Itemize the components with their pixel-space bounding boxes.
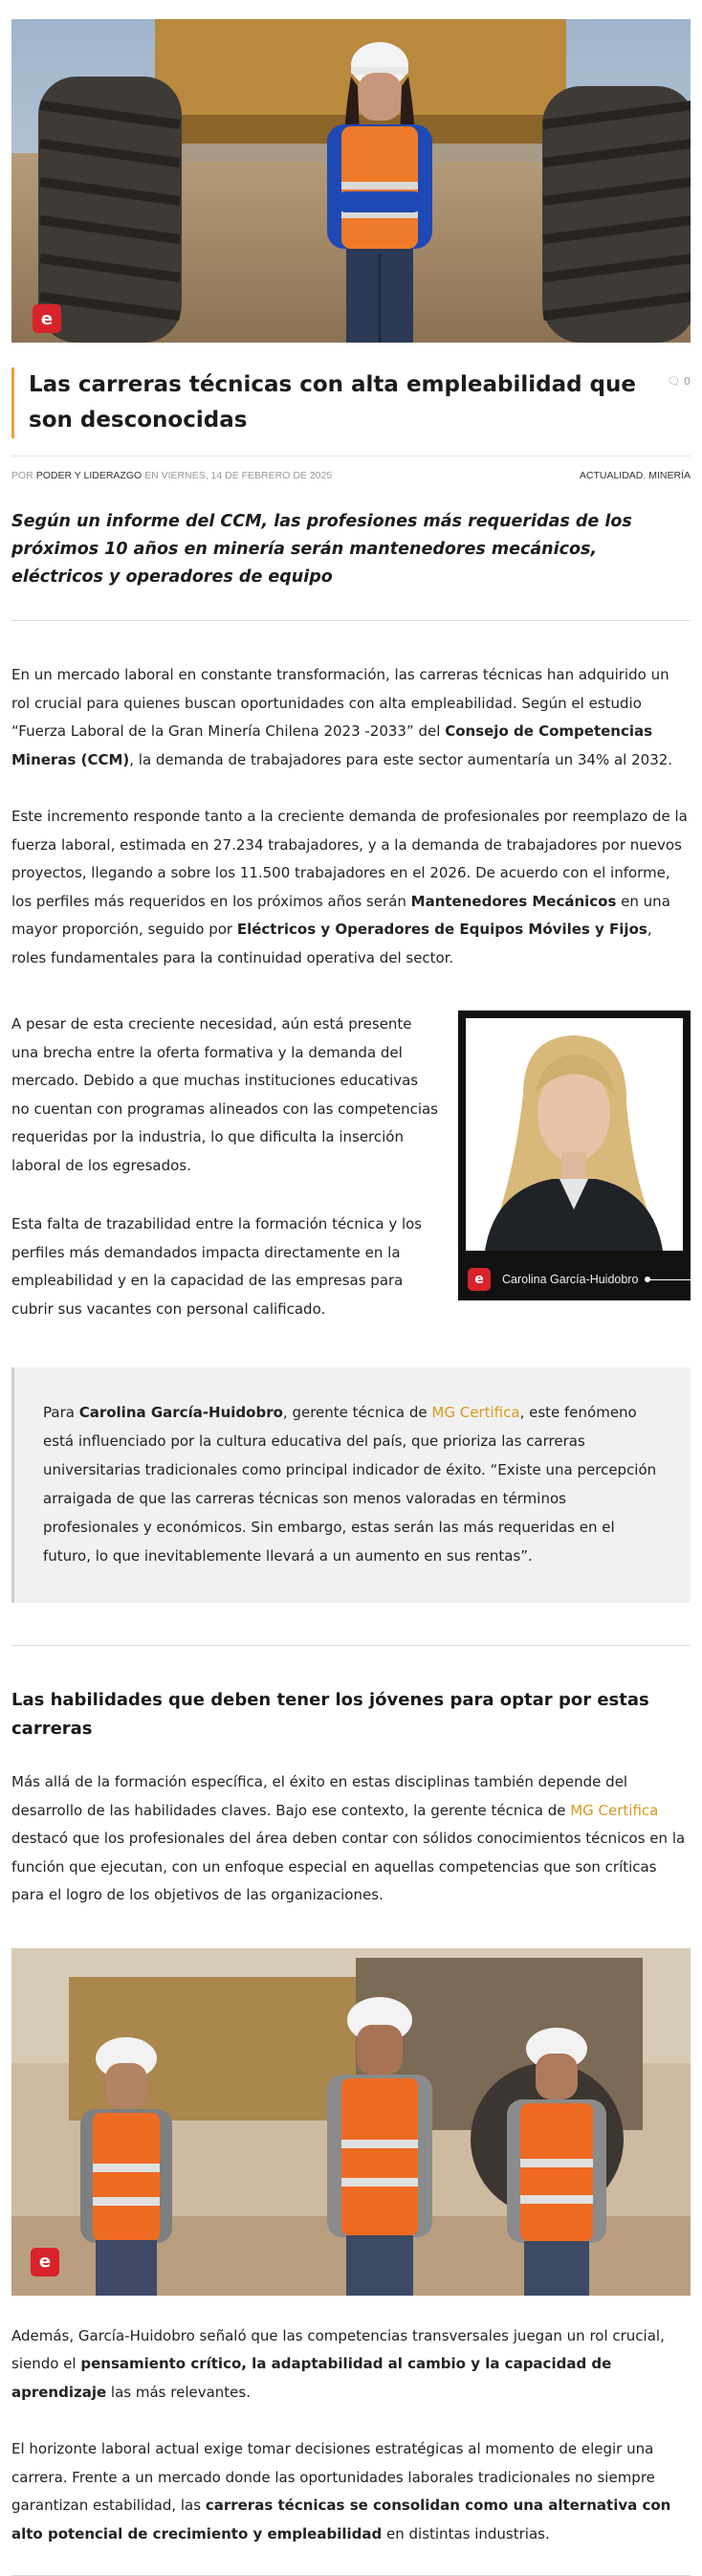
- article-container: [0, 19, 702, 2576]
- publish-date: VIERNES, 14 DE FEBRERO DE 2025: [161, 470, 333, 481]
- article-header: [11, 367, 691, 438]
- paragraph-3: A pesar de esta creciente necesidad, aún está presente una brecha entre la oferta formativa y la demanda del mercado. Debido a que muchas instituciones educativas no cuentan con programas alineados con las competencias requeridas por la industria, lo que dificulta la inserción laboral de los egresados.: [11, 1015, 438, 1174]
- paragraph-2: Este incremento responde tanto a la creciente demanda de profesionales por reemplazo de la fuerza laboral, estimada en 27.234 trabajadores, y a la demanda de trabajadores por nuevos proyectos, llegando a sobre los 11.500 trabajadores en el 2026. De acuerdo con el informe, los perfiles más requeridos en los próximos años serán Mantenedores Mecánicos en una mayor proporción, seguido por Eléctricos y Operadores de Equipos Móviles y Fijos, roles fundamentales para la continuidad operativa del sector.: [11, 808, 688, 966]
- portrait-photo: [466, 1018, 683, 1251]
- comment-icon: 🗨: [667, 375, 681, 388]
- divider: [11, 620, 691, 621]
- mg-certifica-link[interactable]: MG Certifica: [570, 1801, 659, 1819]
- comment-count[interactable]: [652, 367, 691, 388]
- category-link-actualidad[interactable]: ACTUALIDAD: [579, 470, 644, 481]
- section-heading: Las habilidades que deben tener los jóvenes para optar por estas carreras: [11, 1690, 649, 1739]
- hero-image: [11, 19, 691, 343]
- pull-quote: [11, 1367, 691, 1603]
- workers-illustration: [11, 1948, 691, 2296]
- paragraph-4: Esta falta de trazabilidad entre la formación técnica y los perfiles más demandados impacta directamente en la empleabilidad y en la capacidad de las empresas para cubrir sus vacantes con personal calificado.: [11, 1215, 423, 1318]
- caption-line: [650, 1279, 691, 1280]
- portrait-caption-name: Carolina García-Huidobro: [502, 1273, 639, 1286]
- author-link[interactable]: PODER Y LIDERAZGO: [35, 470, 143, 481]
- split-section: [11, 1010, 691, 1323]
- workers-image: [11, 1948, 691, 2296]
- site-logo-icon: e: [31, 2248, 59, 2276]
- category-link-mineria[interactable]: MINERÍA: [648, 470, 691, 481]
- byline-prefix: POR: [11, 470, 33, 481]
- category-list: ACTUALIDAD, MINERÍA: [579, 470, 691, 481]
- mg-certifica-link[interactable]: MG Certifica: [431, 1404, 520, 1421]
- article-title: Las carreras técnicas con alta empleabilidad que son desconocidas: [29, 372, 636, 433]
- hero-illustration: [11, 19, 691, 343]
- quote-text: Para Carolina García-Huidobro, gerente técnica de MG Certifica, este fenómeno está influenciado por la cultura educativa del país, que prioriza las carreras universitarias tradicionales como principal indicador de éxito. “Existe una percepción arraigada de que las carreras técnicas son menos valoradas en términos profesionales y económicos. Sin embargo, estas serán las más requeridas en el futuro, lo que inevitablemente llevará a un aumento en sus rentas”.: [43, 1404, 657, 1565]
- paragraph-1: En un mercado laboral en constante transformación, las carreras técnicas han adquirido un rol crucial para quienes buscan oportunidades con alta empleabilidad. Según el estudio “Fuerza Laboral de la Gran Minería Chilena 2023 -2033” del Consejo de Competencias Mineras (CCM), la demanda de trabajadores para este sector aumentaría un 34% al 2032.: [11, 666, 673, 768]
- article-lead: Según un informe del CCM, las profesiones más requeridas de los próximos 10 años en minería serán mantenedores mecánicos, eléctricos y operadores de equipo: [11, 512, 632, 587]
- comment-count-value: 0: [684, 375, 691, 388]
- byline: [11, 470, 332, 481]
- site-logo-icon: e: [33, 304, 61, 333]
- portrait-illustration: [466, 1018, 683, 1251]
- date-prefix: EN: [144, 470, 159, 481]
- portrait-figure: [458, 1010, 691, 1300]
- paragraph-6: Además, García-Huidobro señaló que las competencias transversales juegan un rol crucial, siendo el pensamiento crítico, la adaptabilidad al cambio y la capacidad de aprendizaje las más relevantes.: [11, 2326, 665, 2401]
- article-meta: [11, 455, 691, 481]
- divider: [11, 1645, 691, 1646]
- paragraph-7: El horizonte laboral actual exige tomar decisiones estratégicas al momento de elegir una carrera. Frente a un mercado donde las oportunidades laborales tradicionales no siempre garantizan estabilidad, las carreras técnicas se consolidan como una alternativa con alto potencial de crecimiento y empleabilidad en distintas industrias.: [11, 2440, 671, 2543]
- site-logo-icon: e: [468, 1268, 491, 1291]
- paragraph-5: Más allá de la formación específica, el éxito en estas disciplinas también depende del desarrollo de las habilidades claves. Bajo ese contexto, la gerente técnica de MG Certifica destacó que los profesionales del área deben contar con sólidos conocimientos técnicos en la función que ejecutan, con un enfoque especial en aquellas competencias que son críticas para el logro de los objetivos de las organizaciones.: [11, 1773, 686, 1903]
- portrait-caption: [458, 1258, 691, 1300]
